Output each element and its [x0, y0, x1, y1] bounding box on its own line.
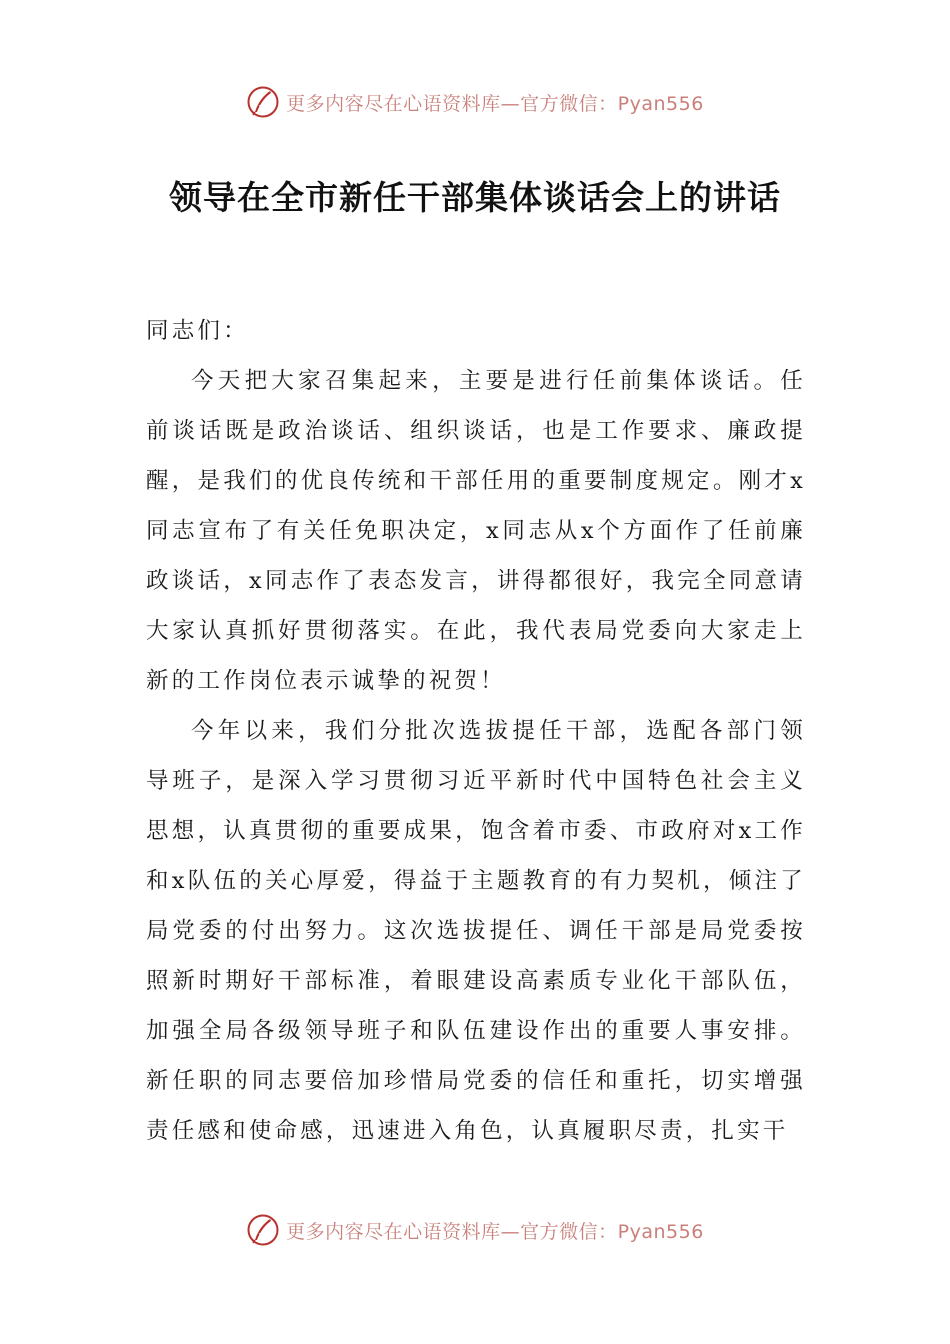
watermark-text: 更多内容尽在心语资料库—官方微信：Pyan556 — [286, 1220, 704, 1243]
body-paragraph: 今年以来，我们分批次选拔提任干部，选配各部门领导班子，是深入学习贯彻习近平新时代中国特色社会主义思想，认真贯彻的重要成果，饱含着市委、市政府对x工作和x队伍的关心厚爱，得益于主题教育的有力契机，倾注了局党委的付出努力。这次选拔提任、调任干部是局党委按照新时期好干部标准，着眼建设高素质专业化干部队伍，加强全局各级领导班子和队伍建设作出的重要人事安排。新任职的同志要倍加珍惜局党委的信任和重托，切实增强责任感和使命感，迅速进入角色，认真履职尽责，扎实干 — [146, 718, 806, 1144]
document-title: 领导在全市新任干部集体谈话会上的讲话 — [169, 178, 781, 217]
document-body — [146, 306, 806, 1156]
body-paragraph: 今天把大家召集起来，主要是进行任前集体谈话。任前谈话既是政治谈话、组织谈话，也是工作要求、廉政提醒，是我们的优良传统和干部任用的重要制度规定。刚才x同志宣布了有关任免职决定，x同志从x个方面作了任前廉政谈话，x同志作了表态发言，讲得都很好，我完全同意请大家认真抓好贯彻落实。在此，我代表局党委向大家走上新的工作岗位表示诚挚的祝贺！ — [146, 368, 806, 694]
salutation: 同志们： — [146, 318, 249, 344]
watermark-text: 更多内容尽在心语资料库—官方微信：Pyan556 — [286, 92, 704, 115]
footer-watermark — [0, 1210, 950, 1250]
watermark-wechat-id: Pyan556 — [617, 92, 704, 115]
quill-pen-logo-icon — [246, 85, 280, 119]
header-watermark — [0, 82, 950, 122]
watermark-wechat-id: Pyan556 — [617, 1220, 704, 1243]
quill-pen-logo-icon — [246, 1213, 280, 1247]
